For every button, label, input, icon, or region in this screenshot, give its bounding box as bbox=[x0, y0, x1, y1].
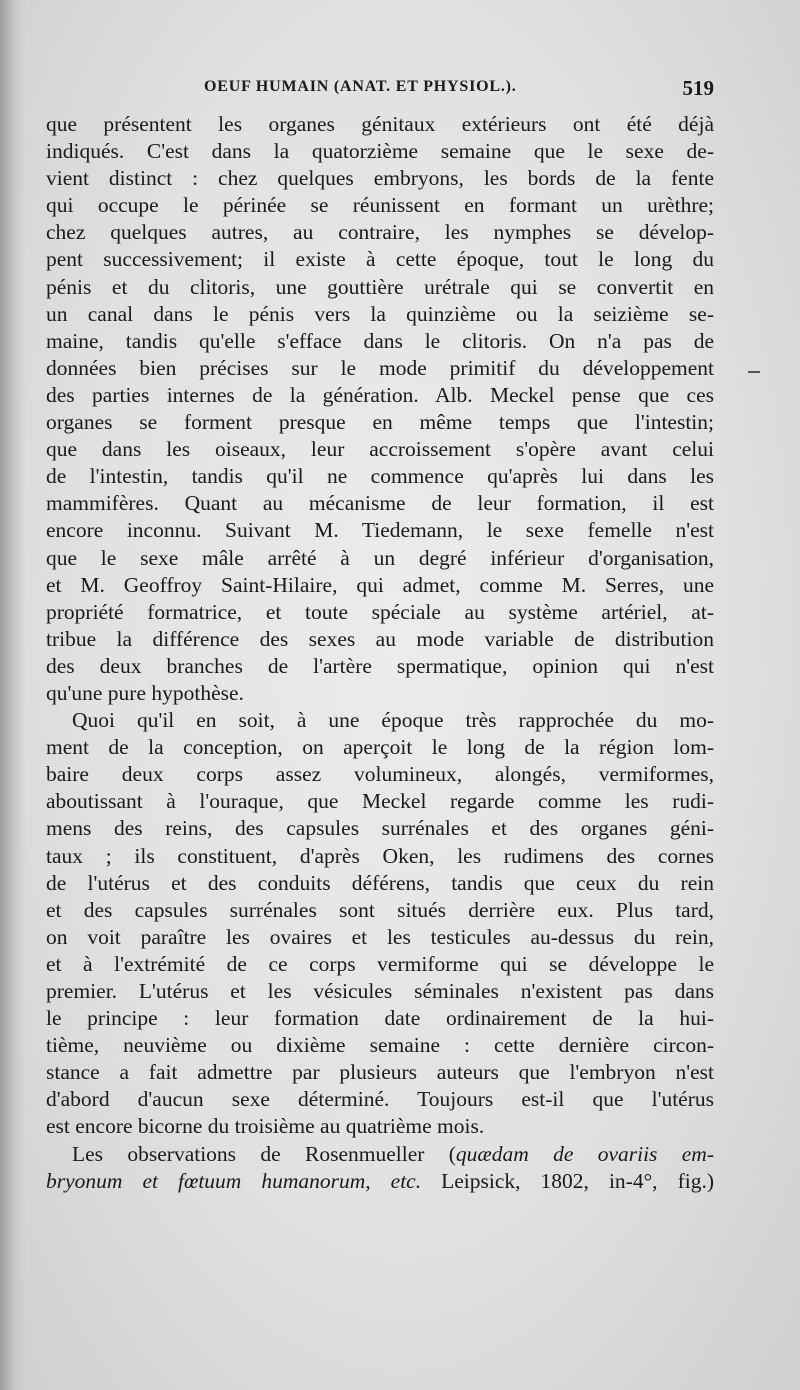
text-line: propriété formatrice, et toute spéciale au système artériel, at- bbox=[46, 599, 714, 624]
text-line: taux ; ils constituent, d'après Oken, les rudimens des cornes bbox=[46, 843, 714, 868]
text-line: et M. Geoffroy Saint-Hilaire, qui admet, comme M. Serres, une bbox=[46, 572, 714, 597]
text-segment: Les observations de Rosenmueller ( bbox=[72, 1141, 456, 1166]
latin-title: bryonum et fœtuum humanorum, etc. bbox=[46, 1168, 422, 1193]
text-line: et à l'extrémité de ce corps vermiforme qui se développe le bbox=[46, 951, 714, 976]
text-line: un canal dans le pénis vers la quinzième ou la seizième se- bbox=[46, 301, 714, 326]
text-line: d'abord d'aucun sexe déterminé. Toujours est-il que l'utérus bbox=[46, 1087, 714, 1112]
margin-mark bbox=[748, 371, 760, 373]
text-line: vient distinct : chez quelques embryons, les bords de la fente bbox=[46, 166, 714, 191]
text-line: données bien précises sur le mode primitif du développement bbox=[46, 355, 714, 380]
page-header bbox=[204, 78, 714, 106]
text-line-mixed bbox=[46, 1141, 714, 1168]
text-line: mens des reins, des capsules surrénales et des organes géni- bbox=[46, 816, 714, 841]
text-line: premier. L'utérus et les vésicules séminales n'existent pas dans bbox=[46, 979, 714, 1003]
text-line: chez quelques autres, au contraire, les nymphes se dévelop- bbox=[46, 220, 714, 245]
text-line: aboutissant à l'ouraque, que Meckel regarde comme les rudi- bbox=[46, 789, 714, 814]
text-line: maine, tandis qu'elle s'efface dans le clitoris. On n'a pas de bbox=[46, 328, 714, 353]
text-segment: Leipsick, 1802, in-4°, fig.) bbox=[421, 1168, 714, 1193]
text-line: des parties internes de la génération. Alb. Meckel pense que ces bbox=[46, 382, 714, 407]
text-line: Quoi qu'il en soit, à une époque très rapprochée du mo- bbox=[72, 708, 714, 733]
text-line: le principe : leur formation date ordinairement de la hui- bbox=[46, 1006, 714, 1031]
text-line: que présentent les organes génitaux extérieurs ont été déjà bbox=[46, 112, 714, 136]
text-line: tribue la différence des sexes au mode variable de distribution bbox=[46, 626, 714, 651]
text-line: mammifères. Quant au mécanisme de leur formation, il est bbox=[46, 491, 714, 516]
page-number: 519 bbox=[682, 76, 714, 100]
paragraph-3 bbox=[46, 1141, 714, 1195]
paragraph-1 bbox=[46, 111, 714, 707]
text-line: que le sexe mâle arrêté à un degré inférieur d'organisation, bbox=[46, 545, 714, 570]
text-line: organes se forment presque en même temps que l'intestin; bbox=[46, 410, 714, 435]
text-line: baire deux corps assez volumineux, alongés, vermiformes, bbox=[46, 762, 714, 787]
text-line: de l'intestin, tandis qu'il ne commence qu'après lui dans les bbox=[46, 464, 714, 489]
text-line: que dans les oiseaux, leur accroissement s'opère avant celui bbox=[46, 437, 714, 462]
text-line: qu'une pure hypothèse. bbox=[46, 680, 244, 705]
paragraph-2 bbox=[46, 707, 714, 1141]
text-line: des deux branches de l'artère spermatique, opinion qui n'est bbox=[46, 653, 714, 678]
text-line: indiqués. C'est dans la quatorzième semaine que le sexe de- bbox=[46, 139, 714, 164]
binding-shadow bbox=[0, 0, 26, 1390]
text-line: stance a fait admettre par plusieurs auteurs que l'embryon n'est bbox=[46, 1060, 714, 1085]
text-line: est encore bicorne du troisième au quatrième mois. bbox=[46, 1114, 485, 1139]
latin-title: quædam de ovariis em- bbox=[455, 1141, 714, 1166]
text-line: encore inconnu. Suivant M. Tiedemann, le sexe femelle n'est bbox=[46, 518, 714, 543]
running-head: OEUF HUMAIN (ANAT. ET PHYSIOL.). bbox=[204, 78, 517, 95]
body-text bbox=[46, 111, 714, 1195]
text-line: ment de la conception, on aperçoit le long de la région lom- bbox=[46, 735, 714, 760]
text-line: et des capsules surrénales sont situés derrière eux. Plus tard, bbox=[46, 897, 714, 922]
text-line: pent successivement; il existe à cette époque, tout le long du bbox=[46, 247, 714, 272]
text-line: tième, neuvième ou dixième semaine : cette dernière circon- bbox=[46, 1033, 714, 1058]
text-line: de l'utérus et des conduits déférens, tandis que ceux du rein bbox=[46, 870, 714, 895]
text-line: qui occupe le périnée se réunissent en formant un urèthre; bbox=[46, 193, 714, 218]
text-line: pénis et du clitoris, une gouttière urétrale qui se convertit en bbox=[46, 274, 714, 299]
text-line: on voit paraître les ovaires et les testicules au-dessus du rein, bbox=[46, 924, 714, 949]
text-line-mixed bbox=[46, 1168, 714, 1195]
